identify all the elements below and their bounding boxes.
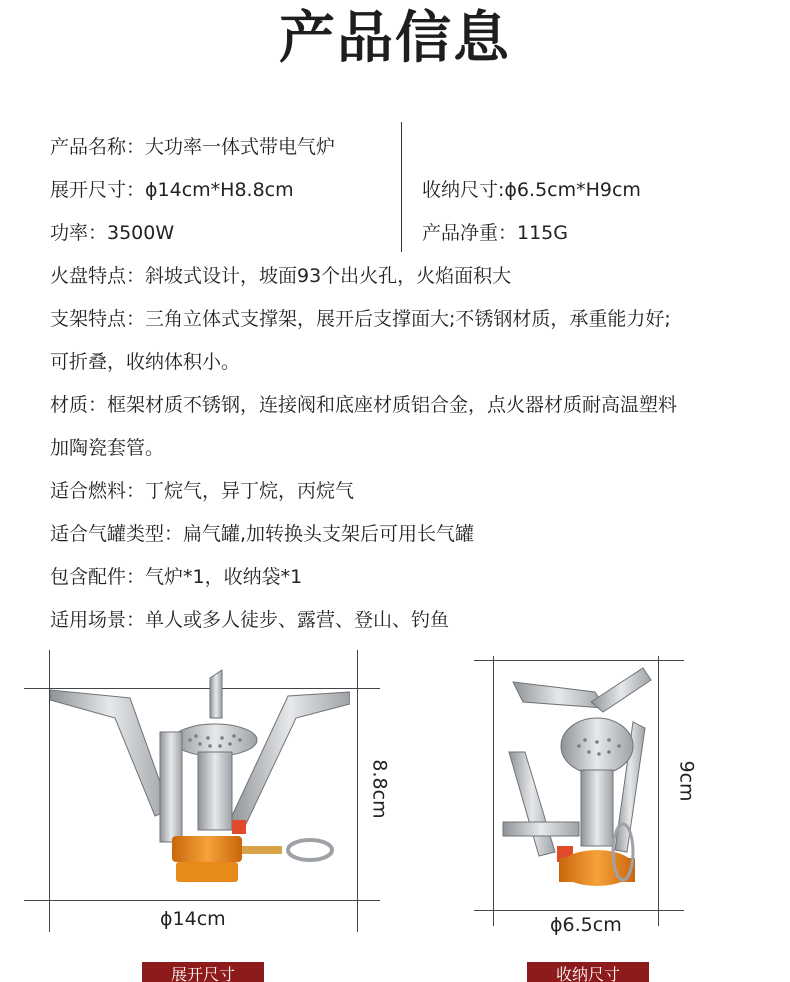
spec-burner: 火盘特点：斜坡式设计，坡面93个出火孔，火焰面积大 xyxy=(50,265,512,287)
page-title: 产品信息 xyxy=(279,6,511,71)
spec-stand-line-1: 支架特点：三角立体式支撑架，展开后支撑面大;不锈钢材质，承重能力好; xyxy=(50,308,671,330)
folded-stove-image xyxy=(495,662,657,902)
unfolded-size-tab: 展开尺寸 xyxy=(142,962,264,982)
guide-right-vertical xyxy=(357,650,358,932)
spec-divider xyxy=(401,122,402,252)
spec-material-line-1: 材质：框架材质不锈钢，连接阀和底座材质铝合金，点火器材质耐高温塑料 xyxy=(50,394,678,416)
guide-bottom-horizontal xyxy=(24,900,380,901)
guide-right-vertical-2 xyxy=(658,656,659,926)
unfolded-stove-image xyxy=(50,660,350,900)
spec-package: 包含配件：气炉*1，收纳袋*1 xyxy=(50,566,303,588)
spec-fuel: 适合燃料：丁烷气，异丁烷，丙烷气 xyxy=(50,480,355,502)
spec-unfold-size: 展开尺寸：ϕ14cm*H8.8cm xyxy=(50,179,294,201)
spec-scenes: 适用场景：单人或多人徒步、露营、登山、钓鱼 xyxy=(50,609,450,631)
guide-top-horizontal-2 xyxy=(474,660,684,661)
spec-material-line-2: 加陶瓷套管。 xyxy=(50,437,165,459)
spec-fold-size: 收纳尺寸:ϕ6.5cm*H9cm xyxy=(422,179,641,201)
spec-weight: 产品净重：115G xyxy=(422,222,568,244)
spec-power: 功率：3500W xyxy=(50,222,175,244)
unfolded-width-label: ϕ14cm xyxy=(160,908,226,930)
spec-name: 产品名称：大功率一体式带电气炉 xyxy=(50,136,336,158)
guide-left-vertical-2 xyxy=(493,656,494,926)
spec-canister: 适合气罐类型：扁气罐,加转换头支架后可用长气罐 xyxy=(50,523,475,545)
unfolded-height-label: 8.8cm xyxy=(368,759,391,819)
spec-stand-line-2: 可折叠，收纳体积小。 xyxy=(50,351,241,373)
folded-size-tab: 收纳尺寸 xyxy=(527,962,649,982)
folded-width-label: ϕ6.5cm xyxy=(550,914,622,936)
folded-height-label: 9cm xyxy=(675,760,698,802)
guide-bottom-horizontal-2 xyxy=(474,910,684,911)
